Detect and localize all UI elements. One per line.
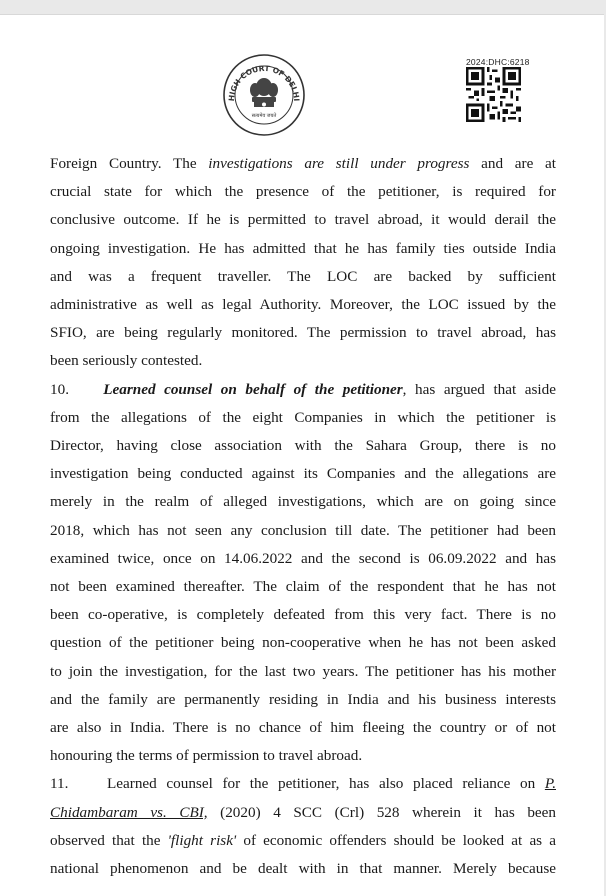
text-line: been co-operative, is completely defeated from this very fact. There is no — [50, 606, 556, 624]
text-line: 2018, which has not seen any conclusion till date. The petitioner had been — [50, 521, 556, 539]
text-line: crucial state for which the presence of the petitioner, is required for — [50, 183, 556, 201]
court-seal-logo — [222, 53, 306, 137]
text-line: observed that the 'flight risk' of economic offenders should be looked at as a — [50, 831, 557, 849]
paragraph-10 — [50, 376, 556, 771]
case-citation-link: P. — [544, 775, 556, 793]
text-line: SFIO, are being regularly monitored. The permission to travel abroad, has — [50, 324, 556, 342]
text-line: national phenomenon and be dealt with in that manner. Merely because — [50, 860, 556, 878]
emphasis-text: 'flight risk' — [167, 831, 237, 849]
text-line: Director, having close association with the Sahara Group, there is no — [50, 437, 556, 455]
text-line: question of the petitioner being non-cooperative when he has not been asked — [50, 634, 556, 652]
text-line: are also in India. There is no chance of him fleeing the country or of not — [50, 719, 556, 737]
text-line: to join the investigation, for the last two years. The petitioner has his mother — [50, 662, 556, 680]
text-line: investigation being conducted against its Companies and the allegations are — [50, 465, 556, 483]
neutral-citation: 2024:DHC:6218 — [466, 57, 530, 67]
text-line: Chidambaram vs. CBI, (2020) 4 SCC (Crl) 528 wherein it has been — [50, 803, 556, 821]
text-line: 10. Learned counsel on behalf of the petitioner, has argued that aside — [50, 376, 556, 404]
qr-code-icon — [466, 67, 521, 122]
paragraph-number: 11. — [50, 775, 69, 793]
text-line: administrative as well as legal Authority. Moreover, the LOC issued by the — [50, 296, 556, 314]
text-line: conclusive outcome. If he is permitted to travel abroad, it would derail the — [50, 211, 556, 229]
text-line: not been examined thereafter. The claim of the respondent that he has not — [50, 578, 556, 596]
text-line: Foreign Country. The investigations are still under progress and are at — [50, 155, 556, 172]
svg-text:HIGH COURT OF DELHI: HIGH COURT OF DELHI — [226, 63, 302, 102]
text-line: merely in the realm of alleged investigations, which are on going since — [50, 493, 556, 511]
text-line: examined twice, once on 14.06.2022 and the second is 06.09.2022 and has — [50, 549, 556, 567]
text-line: 11. Learned counsel for the petitioner, has also placed reliance on P. — [50, 770, 556, 798]
paragraph-number: 10. — [50, 380, 69, 398]
text-line: from the allegations of the eight Companies in which the petitioner is — [50, 408, 556, 426]
svg-text:सत्यमेव जयते: सत्यमेव जयते — [251, 113, 277, 119]
emphasis-text: Learned counsel on behalf of the petitioner — [103, 380, 403, 398]
text-line: been seriously contested. — [50, 352, 203, 370]
paragraph-11 — [50, 770, 556, 883]
text-line: ongoing investigation. He has admitted that he has family ties outside India — [50, 239, 556, 257]
judgment-body — [50, 150, 556, 883]
text-line: and the family are permanently residing in India and his business interests — [50, 690, 556, 708]
text-line: honouring the terms of permission to travel abroad. — [50, 747, 363, 765]
paragraph-continuation — [50, 150, 556, 376]
case-citation-link: Chidambaram vs. CBI, — [50, 803, 208, 821]
document-page — [0, 14, 604, 896]
text-line: and was a frequent traveller. The LOC are backed by sufficient — [50, 267, 556, 285]
emphasis-text: investigations are still under progress — [208, 155, 470, 172]
